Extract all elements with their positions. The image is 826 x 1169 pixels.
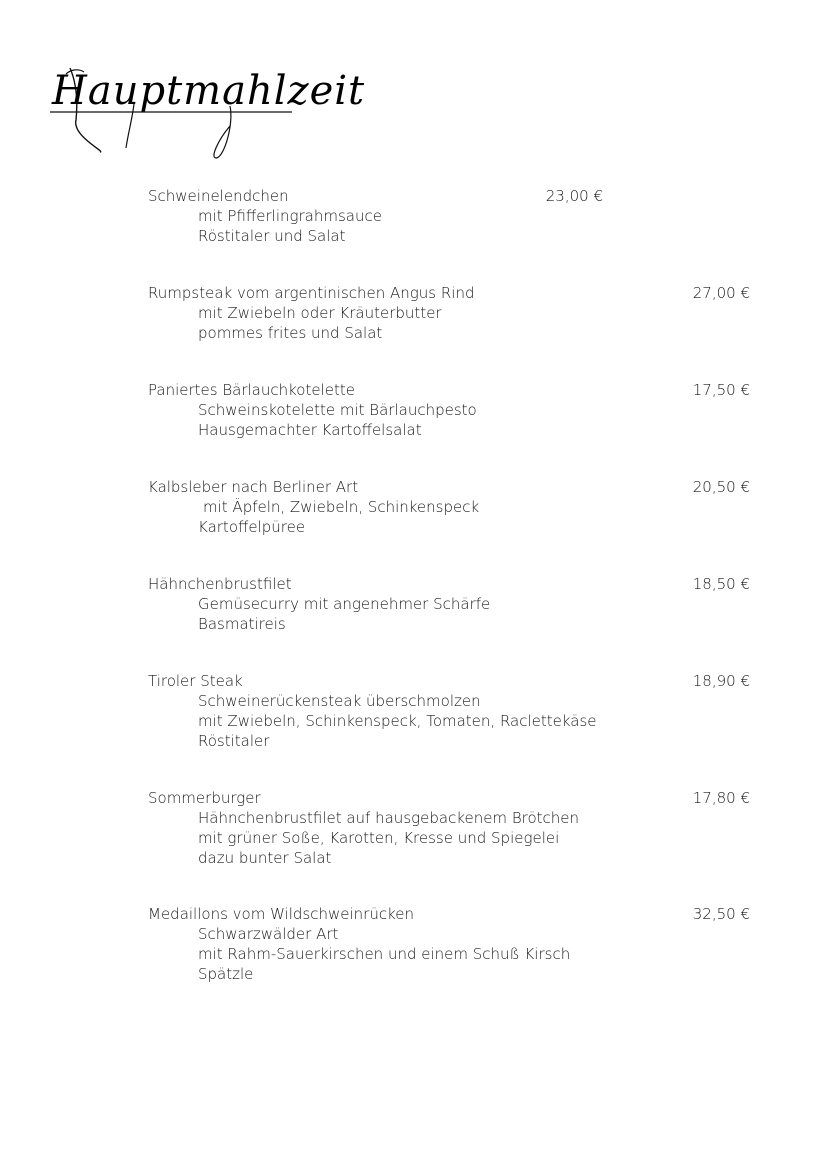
- dish-price: 27,00 €: [692, 284, 750, 302]
- dish-name: Medaillons vom Wildschweinrücken: [148, 905, 414, 923]
- dish-name: Rumpsteak vom argentinischen Angus Rind: [148, 284, 475, 302]
- dish-description-line: mit Äpfeln, Zwiebeln, Schinkenspeck: [203, 498, 480, 516]
- dish-name: Sommerburger: [148, 789, 261, 807]
- dish-name: Tiroler Steak: [148, 672, 243, 690]
- dish-name: Schweinelendchen: [148, 187, 289, 205]
- dish-description-line: mit Rahm-Sauerkirschen und einem Schuß Kirsch: [198, 945, 571, 963]
- dish-price: 17,50 €: [692, 381, 750, 399]
- title-text: Hauptmahlzeit: [52, 68, 366, 114]
- dish-description-line: Hähnchenbrustfilet auf hausgebackenem Brötchen: [198, 809, 580, 827]
- dish-description-line: Spätzle: [198, 965, 254, 983]
- dish-description-line: Basmatireis: [198, 615, 286, 633]
- dish-description-line: Kartoffelpüree: [198, 518, 306, 536]
- dish-description-line: Schweinerückensteak überschmolzen: [198, 692, 481, 710]
- dish-description-line: mit Zwiebeln oder Kräuterbutter: [198, 304, 442, 322]
- script-title-logo: [48, 60, 366, 164]
- menu-item: [148, 477, 758, 537]
- dish-description-line: Röstitaler und Salat: [198, 227, 346, 245]
- dish-price: 20,50 €: [692, 478, 750, 496]
- dish-name: Hähnchenbrustfilet: [148, 575, 292, 593]
- dish-description-line: Schwarzwälder Art: [198, 925, 339, 943]
- dish-description-line: Hausgemachter Kartoffelsalat: [198, 421, 422, 439]
- dish-name: Kalbsleber nach Berliner Art: [148, 478, 359, 496]
- dish-description-line: Röstitaler: [198, 732, 270, 750]
- dish-description-line: Gemüsecurry mit angenehmer Schärfe: [198, 595, 491, 613]
- dish-description-line: mit grüner Soße, Karotten, Kresse und Spiegelei: [198, 829, 560, 847]
- menu-item: [148, 186, 758, 246]
- dish-price: 17,80 €: [692, 789, 750, 807]
- menu-item: [148, 671, 758, 751]
- dish-description-line: pommes frites und Salat: [198, 324, 383, 342]
- dish-price: 18,90 €: [692, 672, 750, 690]
- page-title: [48, 60, 366, 164]
- menu-item: [148, 574, 758, 634]
- dish-description-line: mit Zwiebeln, Schinkenspeck, Tomaten, Raclettekäse: [198, 712, 597, 730]
- dish-description-line: Schweinskotelette mit Bärlauchpesto: [198, 401, 477, 419]
- menu-item: [148, 380, 758, 440]
- dish-description-line: mit Pfifferlingrahmsauce: [198, 207, 382, 225]
- dish-price: 18,50 €: [692, 575, 750, 593]
- dish-price: 32,50 €: [692, 905, 750, 923]
- dish-description-line: dazu bunter Salat: [198, 849, 332, 867]
- menu-item: [148, 904, 758, 984]
- dish-price: 23,00 €: [545, 187, 603, 205]
- menu-item: [148, 788, 758, 868]
- menu-item: [148, 283, 758, 343]
- dish-name: Paniertes Bärlauchkotelette: [148, 381, 355, 399]
